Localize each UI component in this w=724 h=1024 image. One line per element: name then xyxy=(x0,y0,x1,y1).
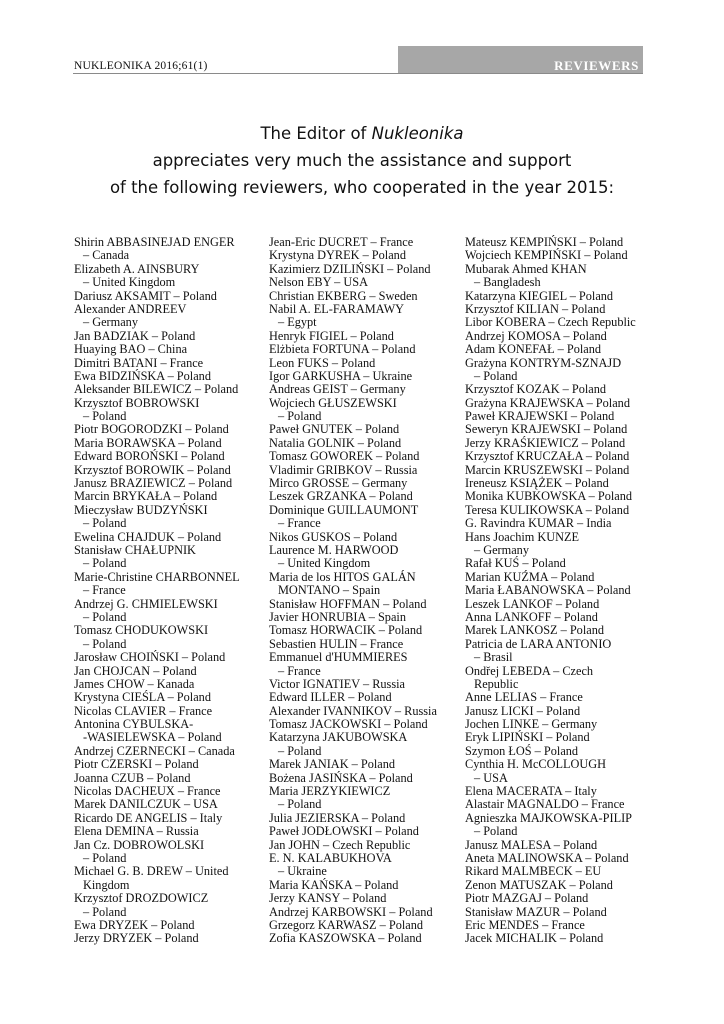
reviewer-line: Huaying BAO – China xyxy=(74,342,188,357)
reviewer-line: Marie-Christine CHARBONNEL xyxy=(74,569,240,584)
reviewer-line: Hans Joachim KUNZE xyxy=(465,529,580,544)
reviewer-line: Piotr BOGORODZKI – Poland xyxy=(74,422,229,437)
reviewer-line: – Poland xyxy=(83,409,127,424)
reviewer-column-3 xyxy=(465,236,636,946)
reviewer-line: Nicolas CLAVIER – France xyxy=(74,703,213,718)
reviewer-line: Marcin BRYKAŁA – Poland xyxy=(74,489,218,504)
reviewer-line: Elżbieta FORTUNA – Poland xyxy=(269,342,416,357)
reviewer-line: Seweryn KRAJEWSKI – Poland xyxy=(465,422,628,437)
reviewer-line: Alexander IVANNIKOV – Russia xyxy=(269,703,437,718)
reviewer-line: -WASIELEWSKA – Poland xyxy=(83,730,222,745)
reviewer-column-2 xyxy=(269,236,437,946)
reviewer-line: Wojciech KEMPIŃSKI – Poland xyxy=(465,248,628,263)
reviewer-line: Jan BADZIAK – Poland xyxy=(74,328,196,343)
reviewer-line: Joanna CZUB – Poland xyxy=(74,770,191,785)
reviewer-line: Maria BORAWSKA – Poland xyxy=(74,435,222,450)
section-label: REVIEWERS xyxy=(554,58,639,73)
reviewer-line: Maria ŁABANOWSKA – Poland xyxy=(465,583,631,598)
reviewer-line: Laurence M. HARWOOD xyxy=(269,542,399,557)
reviewer-line: Jochen LINKE – Germany xyxy=(465,717,598,732)
reviewer-line: – Egypt xyxy=(278,315,317,330)
reviewer-line: – USA xyxy=(474,770,508,785)
reviewer-line: Libor KOBERA – Czech Republic xyxy=(465,315,636,330)
reviewer-line: – United Kingdom xyxy=(278,556,371,571)
reviewer-line: – France xyxy=(83,583,126,598)
reviewer-line: Maria KAŃSKA – Poland xyxy=(269,877,399,892)
reviewer-line: Janusz BRAZIEWICZ – Poland xyxy=(74,476,233,491)
reviewer-line: Anne LELIAS – France xyxy=(465,690,583,705)
reviewer-line: Edward BOROŃSKI – Poland xyxy=(74,449,225,464)
reviewer-line: Jerzy DRYZEK – Poland xyxy=(74,931,199,946)
reviewer-line: Stanisław CHAŁUPNIK xyxy=(74,542,196,557)
reviewer-line: – Bangladesh xyxy=(474,275,541,290)
reviewer-line: Rafał KUŚ – Poland xyxy=(465,556,566,571)
reviewer-line: – Poland xyxy=(83,556,127,571)
reviewer-line: E. N. KALABUKHOVA xyxy=(269,850,392,865)
reviewer-line: Tomasz JACKOWSKI – Poland xyxy=(269,717,428,732)
reviewer-line: Edward ILLER – Poland xyxy=(269,690,392,705)
reviewer-line: MONTANO – Spain xyxy=(278,583,381,598)
reviewer-line: – Brasil xyxy=(474,650,513,665)
reviewer-line: Dominique GUILLAUMONT xyxy=(269,502,419,517)
reviewer-line: G. Ravindra KUMAR – India xyxy=(465,516,612,531)
reviewer-line: – Canada xyxy=(83,248,130,263)
reviewer-line: Ewa BIDZIŃSKA – Poland xyxy=(74,368,211,383)
reviewer-line: Piotr CZERSKI – Poland xyxy=(74,757,199,772)
reviewer-line: Adam KONEFAŁ – Poland xyxy=(465,342,602,357)
reviewer-line: – United Kingdom xyxy=(83,275,176,290)
reviewer-line: Stanisław MAZUR – Poland xyxy=(465,904,607,919)
reviewer-line: Jan Cz. DOBROWOLSKI xyxy=(74,837,205,852)
reviewer-line: – Poland xyxy=(83,636,127,651)
reviewer-line: – Germany xyxy=(474,542,529,557)
reviewer-line: Eric MENDES – France xyxy=(465,917,585,932)
reviewer-line: Kazimierz DZILIŃSKI – Poland xyxy=(269,261,431,276)
reviewer-line: Maria de los HITOS GALÁN xyxy=(269,569,416,584)
reviewer-line: Krzysztof BOROWIK – Poland xyxy=(74,462,231,477)
reviewer-line: Mateusz KEMPIŃSKI – Poland xyxy=(465,235,624,249)
reviewer-line: Patricia de LARA ANTONIO xyxy=(465,636,612,651)
reviewer-line: Krzysztof DROZDOWICZ xyxy=(74,891,209,906)
reviewer-line: Christian EKBERG – Sweden xyxy=(269,288,418,303)
reviewer-line: Krystyna CIEŚLA – Poland xyxy=(74,690,211,705)
journal-citation: NUKLEONIKA 2016;61(1) xyxy=(74,60,208,72)
reviewer-line: Andrzej KARBOWSKI – Poland xyxy=(269,904,433,919)
reviewer-line: Elena DEMINA – Russia xyxy=(74,824,199,839)
reviewer-line: Leszek LANKOF – Poland xyxy=(465,596,600,611)
reviewer-line: Teresa KULIKOWSKA – Poland xyxy=(465,502,630,517)
reviewer-line: Krzysztof KILIAN – Poland xyxy=(465,301,606,316)
reviewer-line: Eryk LIPIŃSKI – Poland xyxy=(465,730,590,745)
reviewer-line: Tomasz GOWOREK – Poland xyxy=(269,449,420,464)
reviewer-line: – Poland xyxy=(83,850,127,865)
header-divider xyxy=(73,73,643,74)
reviewer-line: Mubarak Ahmed KHAN xyxy=(465,261,587,276)
reviewer-line: Natalia GOLNIK – Poland xyxy=(269,435,402,450)
reviewer-line: Ricardo DE ANGELIS – Italy xyxy=(74,810,223,825)
reviewer-line: Bożena JASIŃSKA – Poland xyxy=(269,770,413,785)
reviewer-line: Mirco GROSSE – Germany xyxy=(269,476,408,491)
reviewer-line: Anna LANKOFF – Poland xyxy=(465,609,598,624)
reviewer-line: Igor GARKUSHA – Ukraine xyxy=(269,368,413,383)
intro-line-1-text: The Editor of xyxy=(260,124,372,143)
reviewer-line: Paweł GNUTEK – Poland xyxy=(269,422,400,437)
reviewer-line: Stanisław HOFFMAN – Poland xyxy=(269,596,427,611)
reviewer-line: Victor IGNATIEV – Russia xyxy=(269,676,405,691)
reviewer-line: Aneta MALINOWSKA – Poland xyxy=(465,850,629,865)
reviewer-line: Tomasz CHODUKOWSKI xyxy=(74,623,209,638)
reviewer-line: – Poland xyxy=(474,824,518,839)
reviewer-line: Ireneusz KSIĄŻEK – Poland xyxy=(465,476,609,491)
reviewer-line: Tomasz HORWACIK – Poland xyxy=(269,623,423,638)
reviewer-line: Henryk FIGIEL – Poland xyxy=(269,328,394,343)
reviewer-line: Katarzyna JAKUBOWSKA xyxy=(269,730,408,745)
reviewer-line: Janusz MALESA – Poland xyxy=(465,837,598,852)
journal-name: Nukleonika xyxy=(371,124,464,143)
reviewer-line: Zenon MATUSZAK – Poland xyxy=(465,877,613,892)
reviewer-line: Cynthia H. McCOLLOUGH xyxy=(465,757,607,772)
reviewer-line: – Poland xyxy=(83,609,127,624)
reviewer-line: Michael G. B. DREW – United xyxy=(74,864,229,879)
reviewer-line: Nabil A. EL-FARAMAWY xyxy=(269,301,405,316)
reviewer-line: Grzegorz KARWASZ – Poland xyxy=(269,917,424,932)
reviewer-line: Alexander ANDREEV xyxy=(74,301,187,316)
reviewer-column-1 xyxy=(74,236,240,946)
reviewer-line: Krystyna DYREK – Poland xyxy=(269,248,406,263)
reviewer-line: Wojciech GŁUSZEWSKI xyxy=(269,395,397,410)
reviewer-line: – Ukraine xyxy=(278,864,327,879)
reviewer-line: Leon FUKS – Poland xyxy=(269,355,376,370)
reviewer-line: Javier HONRUBIA – Spain xyxy=(269,609,406,624)
reviewer-line: Marek DANILCZUK – USA xyxy=(74,797,218,812)
reviewer-line: Jacek MICHALIK – Poland xyxy=(465,931,604,946)
reviewer-line: Ewa DRYZEK – Poland xyxy=(74,917,195,932)
reviewer-line: Emmanuel d'HUMMIERES xyxy=(269,650,408,665)
section-tab xyxy=(398,46,643,73)
reviewer-line: – Poland xyxy=(278,743,322,758)
reviewer-line: Paweł KRAJEWSKI – Poland xyxy=(465,409,615,424)
reviewer-line: – Poland xyxy=(474,368,518,383)
reviewer-line: Szymon ŁOŚ – Poland xyxy=(465,743,579,758)
intro-line-3: of the following reviewers, who cooperated in the year 2015: xyxy=(109,178,615,197)
reviewer-line: – France xyxy=(278,516,321,531)
reviewer-line: Jan JOHN – Czech Republic xyxy=(269,837,411,852)
reviewer-line: Vladimir GRIBKOV – Russia xyxy=(269,462,418,477)
reviewer-line: Sebastien HULIN – France xyxy=(269,636,404,651)
reviewer-line: Monika KUBKOWSKA – Poland xyxy=(465,489,633,504)
reviewer-line: Nikos GUSKOS – Poland xyxy=(269,529,398,544)
intro-line-1 xyxy=(0,120,724,147)
reviewer-line: Paweł JODŁOWSKI – Poland xyxy=(269,824,419,839)
reviewer-line: Ewelina CHAJDUK – Poland xyxy=(74,529,222,544)
reviewer-line: Andrzej KOMOSA – Poland xyxy=(465,328,607,343)
reviewer-line: Zofia KASZOWSKA – Poland xyxy=(269,931,422,946)
intro-heading xyxy=(0,120,724,201)
reviewer-line: Marek JANIAK – Poland xyxy=(269,757,396,772)
reviewer-line: Jerzy KANSY – Poland xyxy=(269,891,387,906)
reviewer-line: James CHOW – Kanada xyxy=(74,676,195,691)
reviewer-line: Jerzy KRAŚKIEWICZ – Poland xyxy=(465,435,626,450)
reviewer-line: – Poland xyxy=(278,409,322,424)
reviewer-line: Krzysztof BOBROWSKI xyxy=(74,395,200,410)
reviewer-line: Marcin KRUSZEWSKI – Poland xyxy=(465,462,630,477)
reviewer-line: Elena MACERATA – Italy xyxy=(465,784,597,799)
reviewer-line: Leszek GRZANKA – Poland xyxy=(269,489,413,504)
reviewer-line: Andrzej G. CHMIELEWSKI xyxy=(74,596,218,611)
intro-line-2: appreciates very much the assistance and support xyxy=(152,151,572,170)
reviewer-line: Katarzyna KIEGIEL – Poland xyxy=(465,288,614,303)
reviewer-line: Grażyna KONTRYM-SZNAJD xyxy=(465,355,622,370)
reviewer-line: Andreas GEIST – Germany xyxy=(269,382,406,397)
reviewer-line: Dimitri BATANI – France xyxy=(74,355,204,370)
reviewer-line: Andrzej CZERNECKI – Canada xyxy=(74,743,235,758)
reviewer-line: Janusz LICKI – Poland xyxy=(465,703,581,718)
reviewer-line: – Poland xyxy=(278,797,322,812)
reviewer-line: Shirin ABBASINEJAD ENGER xyxy=(74,235,235,249)
reviewer-line: Krzysztof KRUCZAŁA – Poland xyxy=(465,449,630,464)
reviewer-line: Marian KUŹMA – Poland xyxy=(465,569,595,584)
reviewer-line: Kingdom xyxy=(83,877,130,892)
reviewer-line: Jean-Eric DUCRET – France xyxy=(269,235,414,249)
reviewer-line: Rikard MALMBECK – EU xyxy=(465,864,602,879)
reviewer-line: Grażyna KRAJEWSKA – Poland xyxy=(465,395,630,410)
reviewer-line: – France xyxy=(278,663,321,678)
reviewer-line: – Poland xyxy=(83,516,127,531)
reviewer-line: Nicolas DACHEUX – France xyxy=(74,784,221,799)
reviewer-line: Maria JERZYKIEWICZ xyxy=(269,784,391,799)
reviewer-line: Ondřej LEBEDA – Czech xyxy=(465,663,594,678)
reviewer-line: Marek LANKOSZ – Poland xyxy=(465,623,605,638)
reviewer-line: Mieczysław BUDZYŃSKI xyxy=(74,502,208,517)
reviewer-line: Republic xyxy=(474,676,519,691)
reviewer-line: Jan CHOJCAN – Poland xyxy=(74,663,197,678)
reviewer-line: – Germany xyxy=(83,315,138,330)
reviewer-line: Aleksander BILEWICZ – Poland xyxy=(74,382,239,397)
reviewer-line: Dariusz AKSAMIT – Poland xyxy=(74,288,217,303)
reviewer-line: Antonina CYBULSKA- xyxy=(74,717,194,732)
reviewer-line: Agnieszka MAJKOWSKA-PILIP xyxy=(465,810,633,825)
reviewer-line: Krzysztof KOZAK – Poland xyxy=(465,382,607,397)
reviewer-line: Jarosław CHOIŃSKI – Poland xyxy=(74,650,226,665)
reviewer-line: Julia JEZIERSKA – Poland xyxy=(269,810,406,825)
reviewer-line: Elizabeth A. AINSBURY xyxy=(74,261,200,276)
reviewer-line: Nelson EBY – USA xyxy=(269,275,368,290)
reviewer-line: Alastair MAGNALDO – France xyxy=(465,797,625,812)
reviewer-line: Piotr MAZGAJ – Poland xyxy=(465,891,589,906)
reviewer-line: – Poland xyxy=(83,904,127,919)
